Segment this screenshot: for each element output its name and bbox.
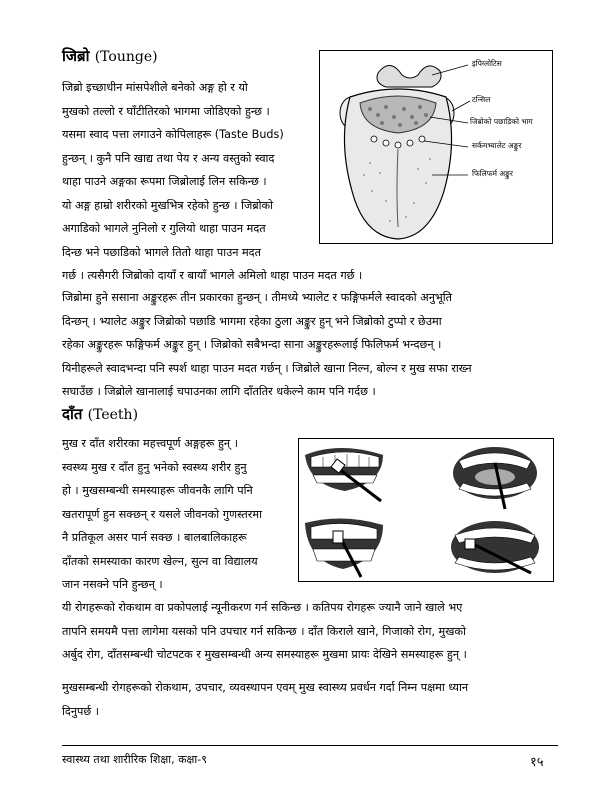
text-line: यो अङ्ग हाम्रो शरीरको मुखभित्र रहेको हुन्छ । जिब्रोको bbox=[62, 198, 274, 212]
text-line: नै प्रतिकूल असर पार्न सक्छ । बालबालिकाहरू bbox=[62, 531, 247, 544]
brushing-panel-side bbox=[305, 518, 383, 577]
footer-page-number: १५ bbox=[530, 755, 544, 770]
text-line: जान नसक्ने पनि हुन्छन् । bbox=[62, 578, 163, 591]
tongue-heading-en: (Tounge) bbox=[94, 49, 158, 65]
label-epiglottis: इपिग्लोटिस bbox=[472, 59, 502, 68]
text-line: हुन्छन् । कुनै पनि खाद्य तथा पेय र अन्य वस्तुको स्वाद bbox=[62, 151, 275, 165]
text-line: जिब्रो इच्छाधीन मांसपेशीले बनेको अङ्ग हो र यो bbox=[62, 81, 248, 94]
tongue-paragraph-2 bbox=[62, 286, 562, 404]
text-line: अर्बुद रोग, दाँतसम्बन्धी चोटपटक र मुखसम्बन्धी अन्य समस्याहरू मुखमा प्रायः देखिने समस्याहरू हुन् । bbox=[62, 648, 467, 661]
tongue-diagram bbox=[319, 50, 553, 244]
teeth-brushing-diagram bbox=[298, 438, 554, 582]
label-filiform: फिलिफर्म अङ्कुर bbox=[472, 169, 513, 178]
footer-rule bbox=[62, 745, 558, 746]
brushing-panel-inner-bottom bbox=[451, 521, 539, 573]
teeth-paragraph-1 bbox=[62, 432, 298, 597]
text-line: दिनुपर्छ । bbox=[62, 704, 100, 718]
brushing-illustration bbox=[299, 439, 553, 581]
text-line: यसमा स्वाद पत्ता लगाउने कोपिलाहरू (Taste Buds) bbox=[62, 128, 284, 141]
text-line: यी रोगहरूको रोकथाम वा प्रकोपलाई न्यूनीकरण गर्न सकिन्छ । कतिपय रोगहरू ज्यानै जाने खाले भए bbox=[62, 601, 463, 614]
text-line: जिब्रोमा हुने ससाना अङ्कुरहरू तीन प्रकारका हुन्छन् । तीमध्ये भ्यालेट र फङ्गिफर्मले स्वादको अनुभूति bbox=[62, 291, 453, 304]
text-line: सघाउँछ । जिब्रोले खानालाई चपाउनका लागि दाँततिर धकेल्ने काम पनि गर्दछ । bbox=[62, 385, 376, 398]
footer-book-title: स्वास्थ्य तथा शारीरिक शिक्षा, कक्षा-९ bbox=[62, 753, 207, 766]
text-line: यिनीहरूले स्वादभन्दा पनि स्पर्श थाहा पाउन मदत गर्छन् । जिब्रोले खाना निल्न, बोल्न र मुख सफा राख्न bbox=[62, 361, 472, 375]
text-line: तापनि समयमै पत्ता लागेमा यसको पनि उपचार गर्न सकिन्छ । दाँत किराले खाने, गिजाको रोग, मुखको bbox=[62, 624, 466, 638]
text-line: मुखको तल्लो र घाँटीतिरको भागमा जोडिएको हुन्छ । bbox=[62, 104, 270, 118]
text-line: दिन्छन् । भ्यालेट अङ्कुर जिब्रोको पछाडि भागमा रहेका ठुला अङ्कुर हुन् भने जिब्रोको टुप्पो र छेउमा bbox=[62, 314, 442, 328]
label-back-part: जिब्रोको पछाडिको भाग bbox=[470, 117, 533, 126]
text-line: मुख र दाँत शरीरका महत्त्वपूर्ण अङ्गहरू हुन् । bbox=[62, 437, 238, 450]
text-line: अगाडिको भागले नुनिलो र गुलियो थाहा पाउन मदत bbox=[62, 222, 266, 235]
teeth-heading-en: (Teeth) bbox=[87, 407, 139, 423]
text-line: रहेका अङ्कुरहरू फङ्गिफर्म अङ्कुर हुन् । जिब्रोको सबैभन्दा साना अङ्कुरहरूलाई फिलिफर्म भन्दछन् । bbox=[62, 338, 442, 351]
text-line: खतरापूर्ण हुन सक्छन् र यसले जीवनको गुणस्तरमा bbox=[62, 507, 262, 521]
text-line: मुखसम्बन्धी रोगहरूको रोकथाम, उपचार, व्यवस्थापन एवम् मुख स्वास्थ्य प्रवर्धन गर्दा निम्न पक्षमा ध्यान bbox=[62, 681, 469, 694]
teeth-paragraph-2 bbox=[62, 596, 562, 667]
label-tonsil: टन्सिल bbox=[472, 95, 491, 104]
teeth-heading bbox=[62, 404, 138, 424]
label-circumvallate: सर्कमभ्यालेट अङ्कुर bbox=[472, 141, 522, 150]
tongue-paragraph-1 bbox=[62, 76, 363, 288]
text-line: हो । मुखसम्बन्धी समस्याहरू जीवनकै लागि पनि bbox=[62, 484, 253, 497]
text-line: गर्छ । त्यसैगरी जिब्रोको दायाँ र बायाँ भागले अमिलो थाहा पाउन मदत गर्छ । bbox=[62, 269, 363, 282]
teeth-paragraph-3 bbox=[62, 676, 562, 723]
tongue-heading bbox=[62, 46, 158, 66]
text-line: स्वस्थ्य मुख र दाँत हुनु भनेको स्वस्थ्य शरीर हुनु bbox=[62, 460, 247, 474]
teeth-heading-np: दाँत bbox=[62, 405, 83, 423]
tongue-heading-np: जिब्रो bbox=[62, 47, 90, 65]
text-line: थाहा पाउने अङ्गका रूपमा जिब्रोलाई लिन सकिन्छ । bbox=[62, 175, 267, 188]
text-line: दाँतको समस्याका कारण खेल्न, सुत्न वा विद्यालय bbox=[62, 554, 258, 568]
brushing-panel-inner-top bbox=[453, 447, 537, 509]
text-line: दिन्छ भने पछाडिको भागले तितो थाहा पाउन मदत bbox=[62, 245, 261, 259]
brushing-panel-front bbox=[305, 448, 383, 501]
